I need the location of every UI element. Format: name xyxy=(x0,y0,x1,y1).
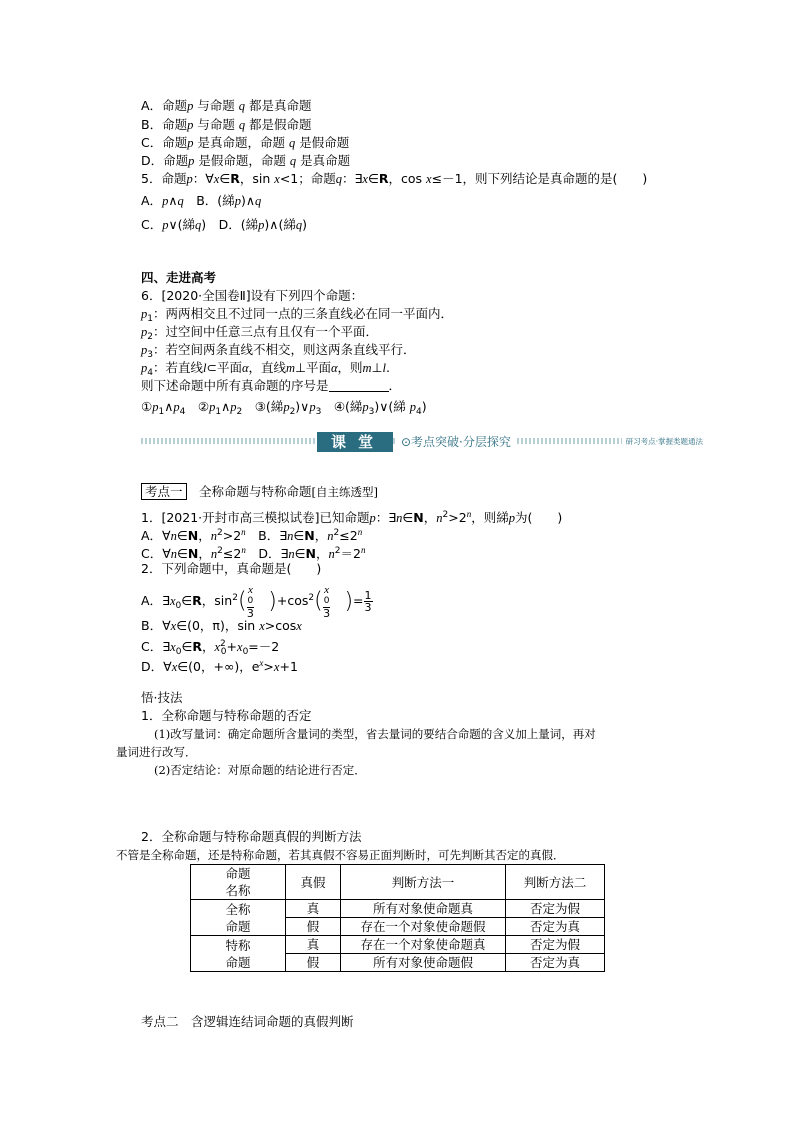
section-heading: 四、走进高考 xyxy=(141,270,217,285)
table-cell: 否定为真 xyxy=(506,918,605,936)
kd1-q1-ab: A．∀n∈N，$n^2>2^n$ B．∃n∈N，$n^2\le 2^n$ xyxy=(141,527,363,543)
table-cell: 真 xyxy=(286,936,341,954)
kd1-q2-a: A．$\exists x_0\in R$，$\sin^2$( x 0 3 )$+\cos^2$( x 0 3 )= $\frac{1}{3}$ xyxy=(141,583,372,620)
table-row-existential: 特称 命题 xyxy=(191,936,286,972)
question-5-cd: C．p∨(綈q) D．(綈p)∧(綈q) xyxy=(141,217,307,232)
kd1-question-2: 2．下列命题中，真命题是( ) xyxy=(141,561,322,576)
table-header-truth: 真假 xyxy=(286,865,341,900)
technique-heading: 悟·技法 xyxy=(141,690,183,705)
technique-1b: 量词进行改写． xyxy=(116,745,197,759)
table-cell: 真 xyxy=(286,900,341,918)
banner-title: 课堂 xyxy=(317,432,393,452)
proposition-p1: $p_1$：两两相交且不过同一点的三条直线必在同一平面内． xyxy=(141,306,453,324)
proposition-p2: $p_2$：过空间中任意三点有且仅有一个平面． xyxy=(141,324,378,342)
table-cell: 存在一个对象使命题假 xyxy=(341,918,506,936)
kaodian-1-heading: 考点一 全称命题与特称命题[自主练透型] xyxy=(141,483,378,501)
table-cell: 假 xyxy=(286,954,341,972)
kaodian-2-heading: 考点二 含逻辑连结词命题的真假判断 xyxy=(141,1014,354,1029)
option-b: B．命题p 与命题 q 都是假命题 xyxy=(141,117,312,132)
option-a: A．命题p 与命题 q 都是真命题 xyxy=(141,98,312,113)
table-row-universal: 全称 命题 xyxy=(191,900,286,936)
proposition-p3: $p_3$：若空间两条直线不相交，则这两条直线平行． xyxy=(141,342,416,360)
judgement-table xyxy=(190,864,605,972)
option-c: C．命题p 是真命题，命题 q 是假命题 xyxy=(141,135,350,150)
question-5-ab: A．p∧q B．(綈p)∧q xyxy=(141,193,262,208)
banner-right: 研习考点·掌握类题通法 xyxy=(622,435,703,449)
technique-1: 1．全称命题与特称命题的否定 xyxy=(141,708,312,723)
table-cell: 假 xyxy=(286,918,341,936)
table-cell: 否定为假 xyxy=(506,936,605,954)
technique-2a: 不管是全称命题，还是特称命题，若其真假不容易正面判断时，可先判断其否定的真假． xyxy=(116,848,565,862)
banner-subtitle: ⊙考点突破·分层探究 xyxy=(395,432,517,452)
question-6-choices: $①p_1\wedge p_4$ $②p_1\wedge p_2$ ③(綈$p_2)\vee p_3$ ④(綈$p_3)\vee$(綈 $p_4$) xyxy=(141,399,427,417)
kd1-q2-d: D．∀x∈(0，+∞)，$e^x>x+1$ xyxy=(141,658,298,674)
technique-1a: (1)改写量词：确定命题所含量词的类型，省去量词的要结合命题的含义加上量词，再对 xyxy=(154,727,596,741)
table-cell: 否定为假 xyxy=(506,900,605,918)
option-d: D．命题p 是假命题，命题 q 是真命题 xyxy=(141,153,351,168)
table-cell: 否定为真 xyxy=(506,954,605,972)
table-cell: 所有对象使命题真 xyxy=(341,900,506,918)
table-cell: 存在一个对象使命题真 xyxy=(341,936,506,954)
table-header-method1: 判断方法一 xyxy=(341,865,506,900)
kd1-q2-b: B．∀x∈(0，π)，sin x>cosx xyxy=(141,618,302,633)
proposition-p4: $p_4$：若直线l⊂平面α，直线m⊥平面α，则m⊥l. xyxy=(141,360,390,378)
kd1-q1-cd: C．∀n∈N，$n^2\le 2^n$ D．∃n∈N，$n^2=2^n$ xyxy=(141,545,366,561)
class-banner xyxy=(141,432,703,452)
question-6: 6．[2020·全国卷Ⅱ]设有下列四个命题： xyxy=(141,288,364,303)
technique-2: 2．全称命题与特称命题真假的判断方法 xyxy=(141,829,362,844)
question-6-ask: 则下述命题中所有真命题的序号是 ． xyxy=(141,378,402,393)
kd1-q2-c: C．$\exists x_0\in R$，$x^2_0+x_0=-2$ xyxy=(141,639,280,657)
table-header-method2: 判断方法二 xyxy=(506,865,605,900)
table-cell: 所有对象使命题假 xyxy=(341,954,506,972)
kd1-question-1: 1．[2021·开封市高三模拟试卷]已知命题p：∃n∈N，$n^2>2^n$，则綈p为( ) xyxy=(141,509,563,525)
technique-1c: (2)否定结论：对原命题的结论进行否定． xyxy=(154,763,366,777)
table-header-name: 命题 名称 xyxy=(191,865,286,900)
question-5: 5．命题p：∀x∈R，sin x<1；命题q：∃x∈R，cos x≤－1，则下列结论是真命题的是( ) xyxy=(141,171,648,186)
